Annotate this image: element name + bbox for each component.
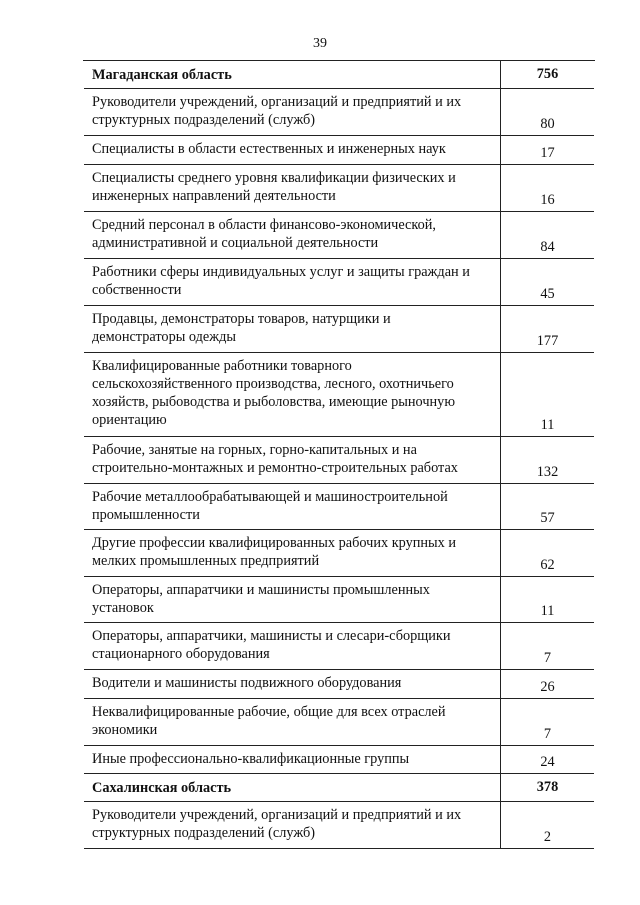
occupation-name: Иные профессионально-квалификационные группы [84, 746, 501, 773]
occupation-name: Руководители учреждений, организаций и предприятий и их структурных подразделений (служб) [84, 802, 501, 848]
occupation-name: Квалифицированные работники товарного сельскохозяйственного производства, лесного, охотничьего хозяйств, рыбоводства и рыболовства, имеющие рыночную ориентацию [84, 353, 501, 436]
occupation-count: 2 [543, 829, 552, 845]
occupation-count: 7 [543, 726, 552, 742]
table-row [84, 577, 594, 623]
table-row [84, 353, 594, 437]
occupation-count: 16 [540, 192, 555, 208]
occupation-name: Водители и машинисты подвижного оборудования [84, 670, 501, 698]
occupation-count: 17 [540, 145, 555, 161]
occupation-count: 45 [540, 286, 555, 302]
table-row [84, 89, 594, 136]
occupation-name: Специалисты среднего уровня квалификации физических и инженерных направлений деятельности [84, 165, 501, 211]
occupation-table [83, 60, 595, 845]
occupation-name: Другие профессии квалифицированных рабочих крупных и мелких промышленных предприятий [84, 530, 501, 576]
page-number: 39 [313, 36, 327, 51]
table-row [84, 437, 594, 484]
table-row [84, 699, 594, 746]
occupation-count: 177 [536, 333, 559, 349]
region-total: 756 [536, 66, 559, 82]
table-row [84, 530, 594, 577]
occupation-count: 11 [540, 417, 555, 433]
occupation-name: Операторы, аппаратчики, машинисты и слесари-сборщики стационарного оборудования [84, 623, 501, 669]
region-total: 378 [536, 779, 559, 795]
occupation-name: Работники сферы индивидуальных услуг и защиты граждан и собственности [84, 259, 501, 305]
table-row [84, 136, 594, 165]
occupation-count: 57 [540, 510, 555, 526]
occupation-name: Продавцы, демонстраторы товаров, натурщики и демонстраторы одежды [84, 306, 501, 352]
region-name: Сахалинская область [84, 774, 501, 801]
table-row [84, 623, 594, 670]
table-row-region [84, 774, 594, 802]
occupation-count: 24 [540, 754, 555, 770]
occupation-name: Неквалифицированные рабочие, общие для всех отраслей экономики [84, 699, 501, 745]
occupation-count: 80 [540, 116, 555, 132]
occupation-name: Рабочие, занятые на горных, горно-капитальных и на строительно-монтажных и ремонтно-строительных работах [84, 437, 501, 483]
occupation-count: 132 [536, 464, 559, 480]
table-row [84, 484, 594, 530]
occupation-name: Руководители учреждений, организаций и предприятий и их структурных подразделений (служб) [84, 89, 501, 135]
occupation-name: Специалисты в области естественных и инженерных наук [84, 136, 501, 164]
table-row [84, 670, 594, 699]
occupation-count: 26 [540, 679, 555, 695]
occupation-count: 62 [540, 557, 555, 573]
table-row [84, 306, 594, 353]
table-row [84, 746, 594, 774]
occupation-name: Рабочие металлообрабатывающей и машиностроительной промышленности [84, 484, 501, 529]
table-row-region [84, 61, 594, 89]
table-row [84, 212, 594, 259]
table-row [84, 259, 594, 306]
region-name: Магаданская область [84, 61, 501, 88]
occupation-count: 11 [540, 603, 555, 619]
occupation-name: Операторы, аппаратчики и машинисты промышленных установок [84, 577, 501, 622]
table-row [84, 165, 594, 212]
occupation-name: Средний персонал в области финансово-экономической, административной и социальной деятельности [84, 212, 501, 258]
table-row [84, 802, 594, 849]
occupation-count: 7 [543, 650, 552, 666]
occupation-count: 84 [540, 239, 555, 255]
